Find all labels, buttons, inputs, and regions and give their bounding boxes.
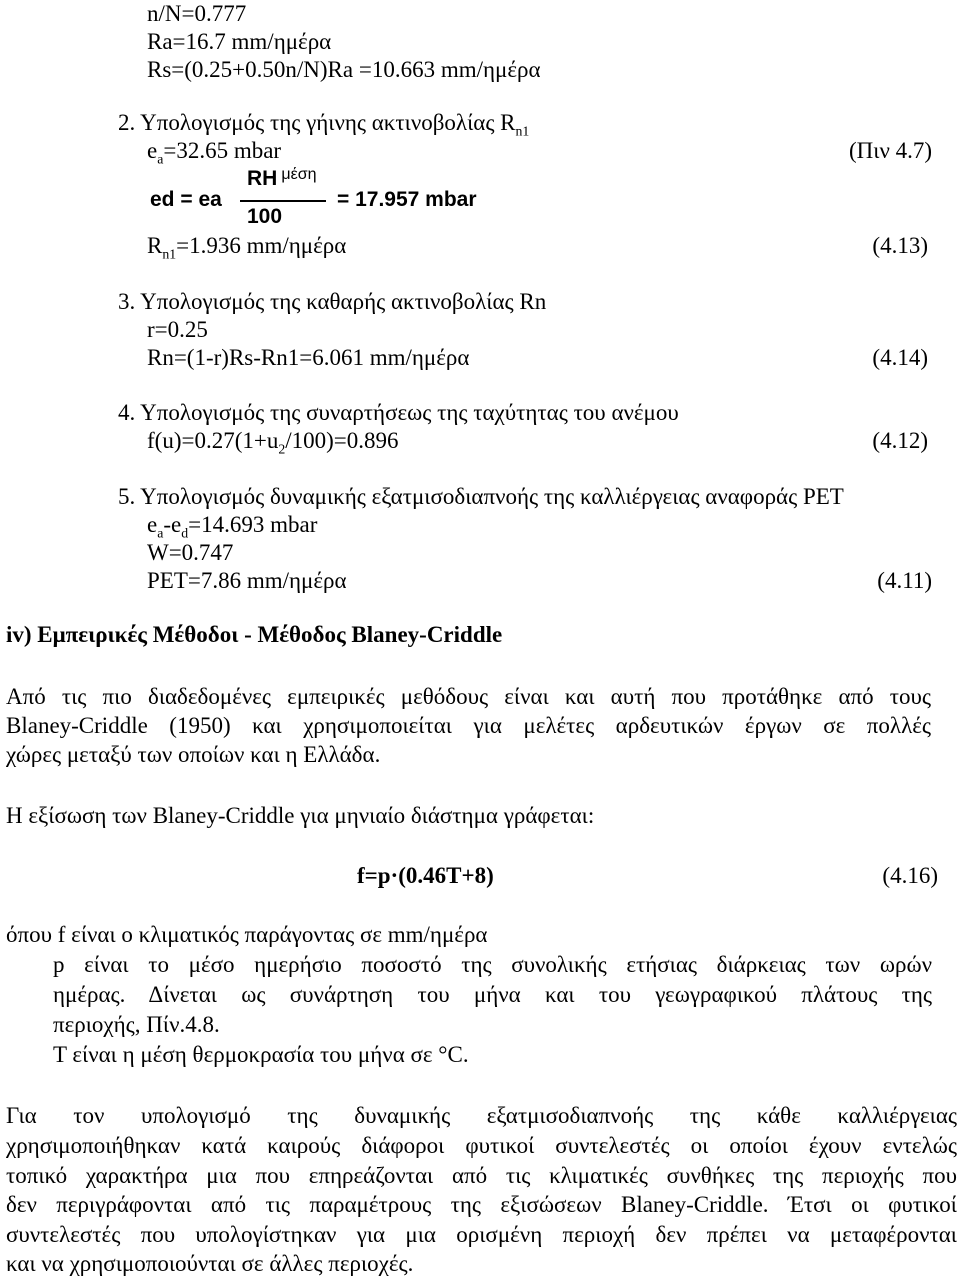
eaed-line: $e_a-e_d=14.693$ mbar bbox=[147, 512, 318, 541]
step2-heading: 2. Υπολογισμός της γήινης ακτινοβολίας $R_{n1}$ bbox=[118, 110, 530, 139]
para2-line: Η εξίσωση των Blaney-Criddle για μηνιαίο διάστημα γράφεται: bbox=[6, 803, 595, 828]
para3-line-2: χρησιμοποιήθηκαν κατά καιρούς διάφοροι φυτικοί συντελεστές οι οποίοι έχουν εντελώς bbox=[6, 1133, 957, 1158]
formula-numerator: RH $^{\mu έ\sigma\eta}$ bbox=[247, 166, 317, 190]
para1-line-3: χώρες μεταξύ των οποίων και η Ελλάδα. bbox=[6, 742, 381, 767]
formula-denominator: 100 bbox=[247, 205, 283, 228]
para1-line-2: Blaney-Criddle (1950) και χρησιμοποιείται για μελέτες αρδευτικών έργων σε πολλές bbox=[6, 713, 931, 738]
step3-heading: 3. Υπολογισμός της καθαρής ακτινοβολίας Rn bbox=[118, 289, 547, 314]
def-t-line: T είναι η μέση θερμοκρασία του μήνα σε °C. bbox=[53, 1042, 469, 1067]
equation-ref-4-13: (4.13) bbox=[872, 233, 928, 258]
w-line: W=0.747 bbox=[147, 540, 234, 565]
rn1-line: $R_{n1}=1.936$ mm/ημέρα bbox=[147, 233, 347, 262]
pet-line: PET=7.86 mm/ημέρα bbox=[147, 568, 347, 593]
para1-line-1: Από τις πιο διαδεδομένες εμπειρικές μεθόδους είναι και αυτή που προτάθηκε από τους bbox=[6, 684, 931, 709]
para3-line-6: και να χρησιμοποιούνται σε άλλες περιοχές. bbox=[6, 1251, 414, 1276]
equation-ref-4-11: (4.11) bbox=[877, 568, 932, 593]
para3-line-5: συντελεστές που υπολογίστηκαν για μια ορισμένη περιοχή δεν πρέπει να μεταφέρονται bbox=[6, 1222, 957, 1247]
para3-line-4: δεν περιγράφονται από τις παραμέτρους της εξισώσεων Blaney-Criddle. Έτσι οι φυτικοί bbox=[6, 1192, 957, 1217]
rn-line: Rn=(1-r)Rs-Rn1=6.061 mm/ημέρα bbox=[147, 345, 470, 370]
para3-line-3: τοπικό χαρακτήρα μια που επηρεάζονται από τις κλιματικές συνθήκες της περιοχής που bbox=[6, 1163, 957, 1188]
table-ref-4-7: (Πιν 4.7) bbox=[848, 138, 932, 163]
formula-ed-right: = 17.957 mbar bbox=[337, 188, 477, 211]
r-line: r=0.25 bbox=[147, 317, 208, 342]
fu-line: $f(u)=0.27(1+u_2/100)=0.896$ bbox=[147, 428, 399, 457]
def-p-line-1: p είναι το μέσο ημερήσιο ποσοστό της συνολικής ετήσιας διάρκειας των ωρών bbox=[53, 952, 932, 977]
ea-line: $e_a=32.65$ mbar bbox=[147, 138, 282, 167]
equation-ref-4-12: (4.12) bbox=[872, 428, 928, 453]
nN-line: n/N=0.777 bbox=[147, 1, 247, 26]
formula-ed-left: ed = ea bbox=[150, 188, 222, 211]
section-title: iv) Εμπειρικές Μέθοδοι - Μέθοδος Blaney-Criddle bbox=[6, 622, 503, 647]
blaney-criddle-equation: f=p·(0.46T+8) bbox=[357, 863, 494, 888]
step4-heading: 4. Υπολογισμός της συναρτήσεως της ταχύτητας του ανέμου bbox=[118, 400, 679, 425]
step5-heading: 5. Υπολογισμός δυναμικής εξατμισοδιαπνοής της καλλιέργειας αναφοράς PET bbox=[118, 484, 844, 509]
equation-ref-4-16: (4.16) bbox=[882, 863, 938, 888]
def-p-line-2: ημέρας. Δίνεται ως συνάρτηση του μήνα και του γεωγραφικού πλάτους της bbox=[53, 982, 932, 1007]
def-p-line-3: περιοχής, Πίν.4.8. bbox=[53, 1012, 220, 1037]
rs-line: Rs=(0.25+0.50n/N)Ra =10.663 mm/ημέρα bbox=[147, 57, 541, 82]
fraction-bar bbox=[240, 200, 326, 202]
equation-ref-4-14: (4.14) bbox=[872, 345, 928, 370]
para3-line-1: Για τον υπολογισμό της δυναμικής εξατμισοδιαπνοής της κάθε καλλιέργειας bbox=[6, 1103, 957, 1128]
def-f-line: όπου f είναι ο κλιματικός παράγοντας σε mm/ημέρα bbox=[6, 922, 488, 947]
ra-line: Ra=16.7 mm/ημέρα bbox=[147, 29, 332, 54]
